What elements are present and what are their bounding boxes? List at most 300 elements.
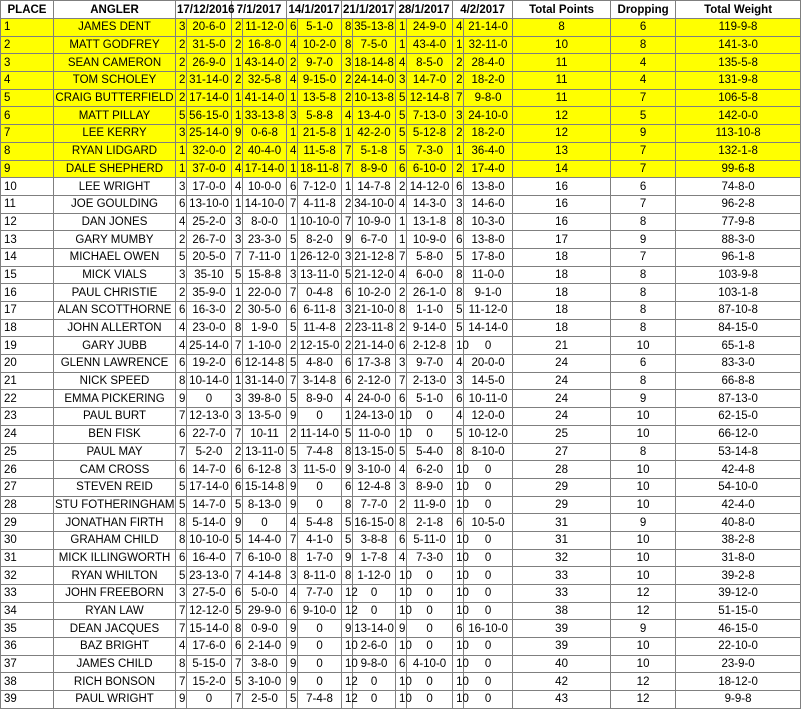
table-row	[1, 461, 801, 479]
match-position-cell: 3	[453, 195, 464, 213]
match-weight-cell: 13-1-8	[407, 213, 453, 231]
match-position-cell: 6	[453, 178, 464, 196]
total-points-cell: 42	[513, 673, 611, 691]
place-cell: 5	[1, 89, 54, 107]
angler-cell: JOE GOULDING	[54, 195, 176, 213]
match-position-cell: 7	[176, 443, 187, 461]
match-position-cell: 4	[176, 337, 187, 355]
match-weight-cell: 21-14-0	[464, 19, 513, 37]
total-weight-cell: 42-4-0	[676, 496, 801, 514]
match-weight-cell: 10-11	[243, 425, 287, 443]
match-weight-cell: 12-13-0	[187, 408, 232, 426]
total-weight-cell: 84-15-0	[676, 319, 801, 337]
total-points-cell: 16	[513, 195, 611, 213]
table-row	[1, 54, 801, 72]
match-position-cell: 9	[176, 390, 187, 408]
match-position-cell: 7	[232, 425, 243, 443]
angler-cell: MATT PILLAY	[54, 107, 176, 125]
match-weight-cell: 10-0-0	[243, 178, 287, 196]
table-row	[1, 408, 801, 426]
match-position-cell: 1	[342, 408, 353, 426]
match-position-cell: 5	[396, 107, 407, 125]
angler-cell: LEE WRIGHT	[54, 178, 176, 196]
total-points-cell: 40	[513, 655, 611, 673]
place-cell: 20	[1, 355, 54, 373]
place-cell: 9	[1, 160, 54, 178]
place-cell: 36	[1, 638, 54, 656]
match-weight-cell: 17-8-0	[464, 248, 513, 266]
match-position-cell: 9	[287, 496, 298, 514]
match-position-cell: 7	[342, 213, 353, 231]
match-position-cell: 6	[453, 231, 464, 249]
match-position-cell: 5	[176, 248, 187, 266]
match-position-cell: 1	[453, 36, 464, 54]
place-cell: 28	[1, 496, 54, 514]
match-position-cell: 2	[232, 142, 243, 160]
total-points-cell: 27	[513, 443, 611, 461]
match-position-cell: 9	[287, 638, 298, 656]
match-weight-cell: 0	[187, 390, 232, 408]
total-weight-cell: 66-12-0	[676, 425, 801, 443]
match-weight-cell: 0	[298, 408, 342, 426]
match-position-cell: 6	[396, 531, 407, 549]
match-position-cell: 8	[453, 443, 464, 461]
match-weight-cell: 0	[243, 514, 287, 532]
match-weight-cell: 9-7-0	[407, 355, 453, 373]
match-position-cell: 7	[287, 372, 298, 390]
place-cell: 13	[1, 231, 54, 249]
dropping-cell: 7	[611, 248, 676, 266]
match-weight-cell: 6-0-0	[407, 266, 453, 284]
total-points-cell: 14	[513, 160, 611, 178]
match-weight-cell: 17-3-8	[353, 355, 396, 373]
angler-cell: JAMES CHILD	[54, 655, 176, 673]
column-header: Dropping	[611, 1, 676, 19]
total-points-cell: 28	[513, 461, 611, 479]
match-weight-cell: 1-9-0	[243, 319, 287, 337]
match-position-cell: 6	[453, 390, 464, 408]
match-position-cell: 5	[287, 443, 298, 461]
match-position-cell: 2	[342, 72, 353, 90]
match-weight-cell: 4-14-8	[243, 567, 287, 585]
total-points-cell: 29	[513, 478, 611, 496]
total-points-cell: 38	[513, 602, 611, 620]
match-weight-cell: 14-5-0	[464, 372, 513, 390]
match-position-cell: 3	[287, 266, 298, 284]
total-weight-cell: 96-1-8	[676, 248, 801, 266]
match-position-cell: 6	[176, 549, 187, 567]
total-points-cell: 8	[513, 19, 611, 37]
match-weight-cell: 12-4-8	[353, 478, 396, 496]
match-weight-cell: 14-10-0	[243, 195, 287, 213]
total-weight-cell: 106-5-8	[676, 89, 801, 107]
match-position-cell: 7	[287, 284, 298, 302]
match-weight-cell: 18-2-0	[464, 72, 513, 90]
match-position-cell: 2	[342, 89, 353, 107]
match-position-cell: 4	[287, 36, 298, 54]
match-position-cell: 2	[176, 36, 187, 54]
match-weight-cell: 14-14-0	[464, 319, 513, 337]
match-weight-cell: 0	[464, 461, 513, 479]
match-weight-cell: 17-14-0	[187, 478, 232, 496]
match-weight-cell: 0	[353, 585, 396, 603]
angler-cell: JOHN FREEBORN	[54, 585, 176, 603]
total-points-cell: 39	[513, 620, 611, 638]
match-weight-cell: 20-5-0	[187, 248, 232, 266]
dropping-cell: 8	[611, 284, 676, 302]
match-weight-cell: 0	[353, 602, 396, 620]
match-position-cell: 7	[287, 195, 298, 213]
match-position-cell: 6	[176, 461, 187, 479]
match-weight-cell: 0	[464, 496, 513, 514]
match-weight-cell: 2-12-0	[353, 372, 396, 390]
match-weight-cell: 7-11-0	[243, 248, 287, 266]
match-weight-cell: 16-10-0	[464, 620, 513, 638]
match-position-cell: 4	[396, 266, 407, 284]
match-weight-cell: 24-14-0	[353, 72, 396, 90]
dropping-cell: 10	[611, 638, 676, 656]
match-weight-cell: 23-11-8	[353, 319, 396, 337]
match-position-cell: 3	[232, 231, 243, 249]
table-row	[1, 531, 801, 549]
match-position-cell: 2	[176, 89, 187, 107]
match-weight-cell: 6-11-8	[298, 302, 342, 320]
table-row	[1, 337, 801, 355]
total-weight-cell: 51-15-0	[676, 602, 801, 620]
match-position-cell: 10	[453, 531, 464, 549]
match-position-cell: 8	[342, 19, 353, 37]
match-weight-cell: 17-6-0	[187, 638, 232, 656]
match-position-cell: 2	[453, 160, 464, 178]
place-cell: 37	[1, 655, 54, 673]
match-weight-cell: 16-3-0	[187, 302, 232, 320]
match-position-cell: 9	[287, 478, 298, 496]
total-weight-cell: 103-9-8	[676, 266, 801, 284]
match-weight-cell: 8-9-0	[298, 390, 342, 408]
column-header: 21/1/2017	[342, 1, 396, 19]
match-weight-cell: 13-8-0	[464, 231, 513, 249]
match-position-cell: 6	[396, 390, 407, 408]
match-position-cell: 3	[176, 178, 187, 196]
total-points-cell: 12	[513, 107, 611, 125]
place-cell: 24	[1, 425, 54, 443]
place-cell: 32	[1, 567, 54, 585]
match-weight-cell: 0	[407, 691, 453, 709]
match-position-cell: 9	[232, 514, 243, 532]
table-row	[1, 231, 801, 249]
match-weight-cell: 9-14-0	[407, 319, 453, 337]
match-weight-cell: 18-11-8	[298, 160, 342, 178]
angler-cell: ALAN SCOTTHORNE	[54, 302, 176, 320]
match-position-cell: 2	[342, 195, 353, 213]
table-row	[1, 478, 801, 496]
match-position-cell: 6	[287, 178, 298, 196]
match-position-cell: 5	[232, 673, 243, 691]
match-position-cell: 7	[176, 620, 187, 638]
match-weight-cell: 16-15-0	[353, 514, 396, 532]
match-position-cell: 10	[453, 461, 464, 479]
match-position-cell: 8	[176, 514, 187, 532]
match-weight-cell: 29-9-0	[243, 602, 287, 620]
column-header: Total Points	[513, 1, 611, 19]
match-position-cell: 5	[176, 478, 187, 496]
place-cell: 23	[1, 408, 54, 426]
match-position-cell: 10	[396, 691, 407, 709]
match-weight-cell: 10-13-8	[353, 89, 396, 107]
match-weight-cell: 36-4-0	[464, 142, 513, 160]
match-weight-cell: 11-9-0	[407, 496, 453, 514]
angler-cell: PAUL BURT	[54, 408, 176, 426]
match-weight-cell: 9-8-0	[353, 655, 396, 673]
match-weight-cell: 9-10-0	[298, 602, 342, 620]
match-position-cell: 12	[342, 691, 353, 709]
match-position-cell: 4	[232, 178, 243, 196]
match-weight-cell: 3-14-8	[298, 372, 342, 390]
match-weight-cell: 2-5-0	[243, 691, 287, 709]
total-weight-cell: 131-9-8	[676, 72, 801, 90]
total-points-cell: 11	[513, 89, 611, 107]
match-position-cell: 7	[176, 408, 187, 426]
match-position-cell: 4	[287, 585, 298, 603]
match-weight-cell: 10-9-0	[407, 231, 453, 249]
match-position-cell: 6	[342, 478, 353, 496]
match-position-cell: 4	[453, 19, 464, 37]
match-position-cell: 2	[232, 302, 243, 320]
header-row	[1, 1, 801, 19]
table-row	[1, 691, 801, 709]
place-cell: 11	[1, 195, 54, 213]
match-position-cell: 4	[396, 549, 407, 567]
dropping-cell: 6	[611, 19, 676, 37]
match-weight-cell: 26-7-0	[187, 231, 232, 249]
match-position-cell: 10	[453, 585, 464, 603]
place-cell: 35	[1, 620, 54, 638]
total-points-cell: 33	[513, 585, 611, 603]
place-cell: 4	[1, 72, 54, 90]
place-cell: 27	[1, 478, 54, 496]
angler-cell: GRAHAM CHILD	[54, 531, 176, 549]
total-weight-cell: 87-10-8	[676, 302, 801, 320]
place-cell: 10	[1, 178, 54, 196]
dropping-cell: 12	[611, 585, 676, 603]
table-row	[1, 567, 801, 585]
match-position-cell: 3	[396, 72, 407, 90]
match-position-cell: 2	[176, 54, 187, 72]
match-weight-cell: 0	[407, 602, 453, 620]
match-weight-cell: 11-5-8	[298, 142, 342, 160]
match-position-cell: 5	[176, 496, 187, 514]
total-weight-cell: 22-10-0	[676, 638, 801, 656]
place-cell: 34	[1, 602, 54, 620]
dropping-cell: 8	[611, 266, 676, 284]
dropping-cell: 12	[611, 673, 676, 691]
table-row	[1, 160, 801, 178]
match-position-cell: 8	[396, 514, 407, 532]
column-header: Total Weight	[676, 1, 801, 19]
match-weight-cell: 5-15-0	[187, 655, 232, 673]
match-weight-cell: 0	[464, 549, 513, 567]
match-position-cell: 10	[453, 655, 464, 673]
dropping-cell: 4	[611, 54, 676, 72]
total-points-cell: 33	[513, 567, 611, 585]
total-points-cell: 24	[513, 372, 611, 390]
match-weight-cell: 2-6-0	[353, 638, 396, 656]
place-cell: 14	[1, 248, 54, 266]
angler-cell: SEAN CAMERON	[54, 54, 176, 72]
match-weight-cell: 23-0-0	[187, 319, 232, 337]
dropping-cell: 8	[611, 213, 676, 231]
table-row	[1, 213, 801, 231]
total-weight-cell: 54-10-0	[676, 478, 801, 496]
match-weight-cell: 0	[407, 673, 453, 691]
match-weight-cell: 17-4-0	[464, 160, 513, 178]
place-cell: 7	[1, 125, 54, 143]
match-position-cell: 8	[232, 620, 243, 638]
match-weight-cell: 17-14-0	[187, 89, 232, 107]
place-cell: 17	[1, 302, 54, 320]
match-position-cell: 9	[232, 125, 243, 143]
match-position-cell: 6	[232, 461, 243, 479]
match-weight-cell: 3-8-8	[353, 531, 396, 549]
match-weight-cell: 7-12-0	[298, 178, 342, 196]
total-weight-cell: 96-2-8	[676, 195, 801, 213]
match-position-cell: 2	[287, 425, 298, 443]
match-weight-cell: 43-14-0	[243, 54, 287, 72]
total-points-cell: 31	[513, 514, 611, 532]
total-points-cell: 25	[513, 425, 611, 443]
match-position-cell: 5	[287, 231, 298, 249]
total-points-cell: 21	[513, 337, 611, 355]
total-points-cell: 16	[513, 178, 611, 196]
angler-cell: RYAN WHILTON	[54, 567, 176, 585]
match-weight-cell: 0	[464, 673, 513, 691]
match-weight-cell: 22-7-0	[187, 425, 232, 443]
match-position-cell: 4	[287, 72, 298, 90]
match-position-cell: 9	[396, 620, 407, 638]
total-points-cell: 24	[513, 355, 611, 373]
match-weight-cell: 2-1-8	[407, 514, 453, 532]
column-header: 4/2/2017	[453, 1, 513, 19]
match-weight-cell: 0	[298, 478, 342, 496]
dropping-cell: 10	[611, 549, 676, 567]
match-position-cell: 2	[287, 54, 298, 72]
match-position-cell: 2	[396, 178, 407, 196]
table-row	[1, 125, 801, 143]
match-weight-cell: 0	[298, 496, 342, 514]
match-weight-cell: 5-4-0	[407, 443, 453, 461]
match-weight-cell: 12-15-0	[298, 337, 342, 355]
dropping-cell: 8	[611, 36, 676, 54]
match-weight-cell: 7-7-0	[298, 585, 342, 603]
match-position-cell: 8	[453, 266, 464, 284]
match-weight-cell: 5-11-0	[407, 531, 453, 549]
total-points-cell: 18	[513, 284, 611, 302]
match-weight-cell: 14-7-0	[407, 72, 453, 90]
match-position-cell: 7	[232, 549, 243, 567]
match-weight-cell: 14-7-0	[187, 496, 232, 514]
dropping-cell: 10	[611, 531, 676, 549]
match-weight-cell: 11-5-0	[298, 461, 342, 479]
match-position-cell: 5	[342, 531, 353, 549]
table-row	[1, 549, 801, 567]
match-weight-cell: 10-14-0	[187, 372, 232, 390]
total-weight-cell: 31-8-0	[676, 549, 801, 567]
match-weight-cell: 10-10-0	[298, 213, 342, 231]
match-weight-cell: 8-0-0	[243, 213, 287, 231]
match-weight-cell: 0	[464, 478, 513, 496]
table-row	[1, 266, 801, 284]
match-weight-cell: 8-2-0	[298, 231, 342, 249]
total-weight-cell: 77-9-8	[676, 213, 801, 231]
total-points-cell: 24	[513, 390, 611, 408]
match-position-cell: 7	[232, 337, 243, 355]
table-row	[1, 620, 801, 638]
match-weight-cell: 0	[407, 638, 453, 656]
angler-cell: JOHN ALLERTON	[54, 319, 176, 337]
match-position-cell: 9	[287, 655, 298, 673]
match-weight-cell: 15-8-8	[243, 266, 287, 284]
match-weight-cell: 0-6-8	[243, 125, 287, 143]
match-weight-cell: 28-4-0	[464, 54, 513, 72]
match-position-cell: 2	[396, 284, 407, 302]
match-position-cell: 3	[453, 372, 464, 390]
match-position-cell: 6	[287, 302, 298, 320]
match-position-cell: 10	[396, 567, 407, 585]
match-position-cell: 9	[342, 549, 353, 567]
match-weight-cell: 11-12-0	[464, 302, 513, 320]
match-weight-cell: 7-5-0	[353, 36, 396, 54]
match-weight-cell: 0-4-8	[298, 284, 342, 302]
match-weight-cell: 43-4-0	[407, 36, 453, 54]
match-position-cell: 4	[453, 408, 464, 426]
match-weight-cell: 8-11-0	[298, 567, 342, 585]
dropping-cell: 10	[611, 655, 676, 673]
match-position-cell: 3	[232, 408, 243, 426]
match-weight-cell: 13-8-0	[464, 178, 513, 196]
match-position-cell: 5	[232, 602, 243, 620]
match-position-cell: 2	[287, 337, 298, 355]
match-weight-cell: 14-7-8	[353, 178, 396, 196]
match-position-cell: 3	[453, 107, 464, 125]
match-position-cell: 1	[232, 54, 243, 72]
match-weight-cell: 2-13-0	[407, 372, 453, 390]
angler-cell: PAUL CHRISTIE	[54, 284, 176, 302]
match-weight-cell: 9-7-0	[298, 54, 342, 72]
match-position-cell: 10	[396, 585, 407, 603]
match-weight-cell: 32-11-0	[464, 36, 513, 54]
table-row	[1, 284, 801, 302]
match-weight-cell: 1-10-0	[243, 337, 287, 355]
match-weight-cell: 7-4-8	[298, 443, 342, 461]
column-header: 17/12/2016	[176, 1, 232, 19]
match-weight-cell: 5-1-0	[407, 390, 453, 408]
place-cell: 18	[1, 319, 54, 337]
match-weight-cell: 10-2-0	[353, 284, 396, 302]
match-weight-cell: 39-8-0	[243, 390, 287, 408]
match-position-cell: 5	[342, 425, 353, 443]
table-row	[1, 302, 801, 320]
match-position-cell: 5	[453, 248, 464, 266]
place-cell: 30	[1, 531, 54, 549]
match-weight-cell: 3-8-0	[243, 655, 287, 673]
match-weight-cell: 42-2-0	[353, 125, 396, 143]
match-weight-cell: 34-10-0	[353, 195, 396, 213]
total-weight-cell: 40-8-0	[676, 514, 801, 532]
total-points-cell: 11	[513, 72, 611, 90]
dropping-cell: 7	[611, 89, 676, 107]
total-weight-cell: 46-15-0	[676, 620, 801, 638]
match-position-cell: 4	[342, 107, 353, 125]
